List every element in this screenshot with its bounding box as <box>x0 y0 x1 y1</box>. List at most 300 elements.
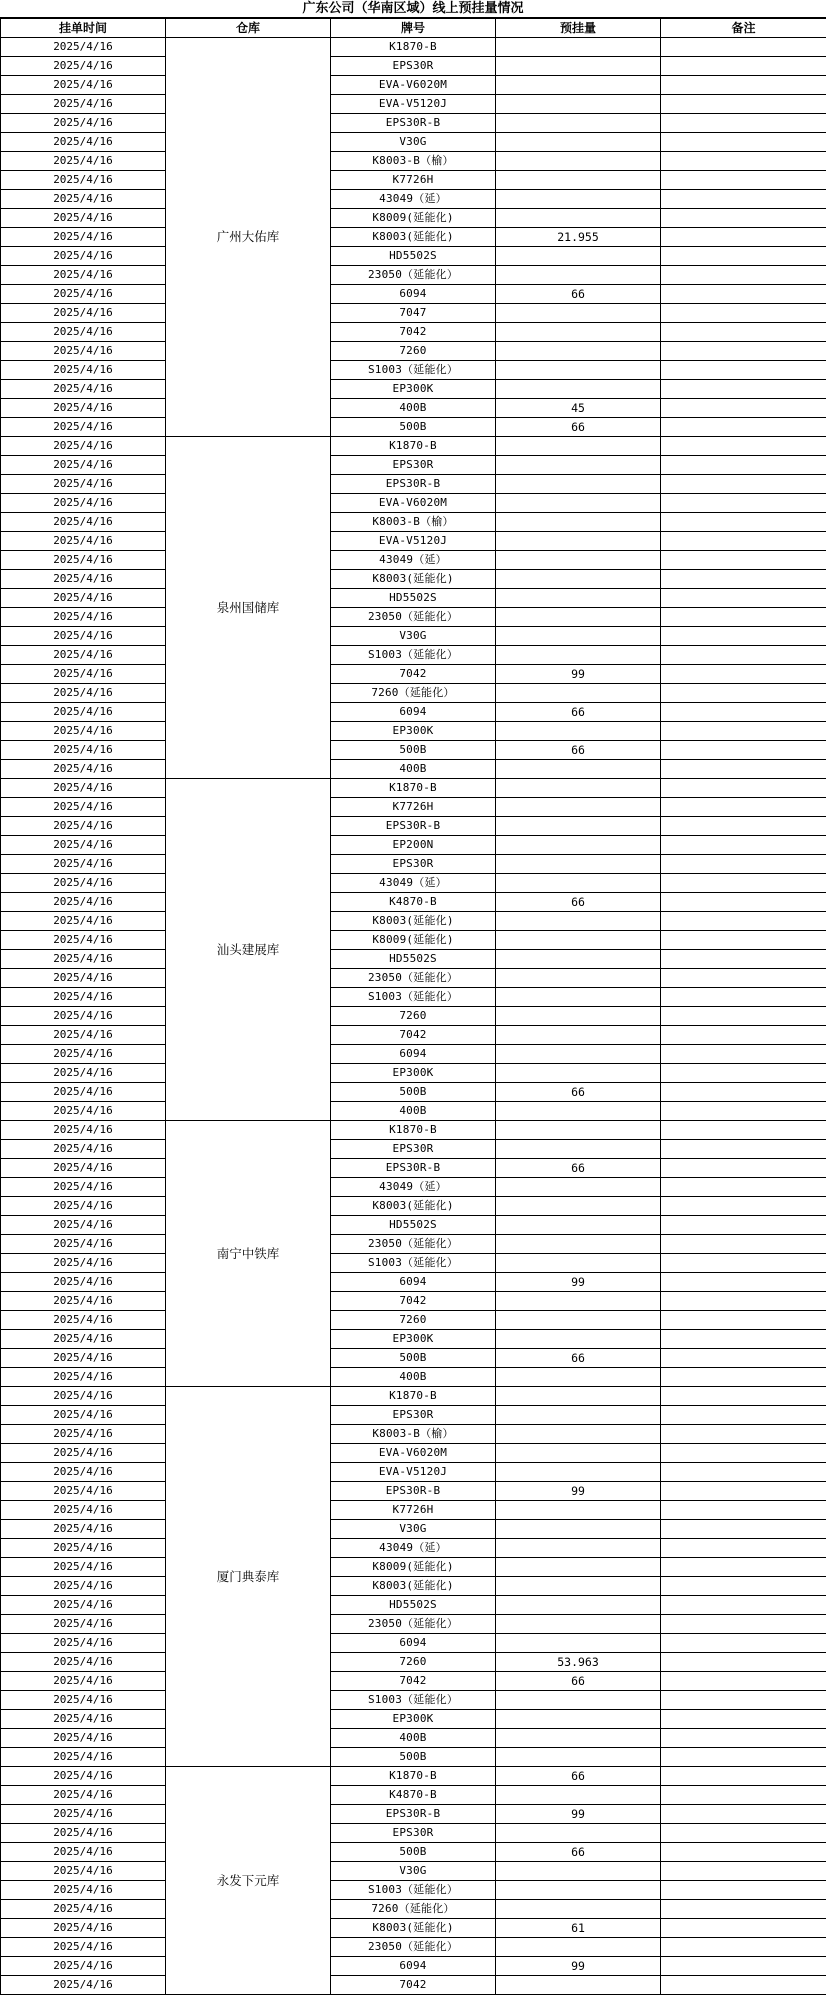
quantity-cell[interactable] <box>496 969 661 988</box>
quantity-cell[interactable] <box>496 1976 661 1995</box>
grade-cell[interactable]: K8009(延能化) <box>331 931 496 950</box>
quantity-cell[interactable] <box>496 855 661 874</box>
quantity-cell[interactable] <box>496 133 661 152</box>
quantity-cell[interactable]: 66 <box>496 1349 661 1368</box>
date-cell[interactable]: 2025/4/16 <box>1 95 166 114</box>
quantity-cell[interactable]: 99 <box>496 1805 661 1824</box>
date-cell[interactable]: 2025/4/16 <box>1 1653 166 1672</box>
remarks-cell[interactable] <box>661 1577 826 1596</box>
grade-cell[interactable]: EVA-V5120J <box>331 1463 496 1482</box>
date-cell[interactable]: 2025/4/16 <box>1 1425 166 1444</box>
grade-cell[interactable]: 43049（延） <box>331 1539 496 1558</box>
grade-cell[interactable]: 7042 <box>331 665 496 684</box>
grade-cell[interactable]: 400B <box>331 1102 496 1121</box>
remarks-cell[interactable] <box>661 1406 826 1425</box>
quantity-cell[interactable] <box>496 1425 661 1444</box>
date-cell[interactable]: 2025/4/16 <box>1 456 166 475</box>
grade-cell[interactable]: 23050（延能化） <box>331 1615 496 1634</box>
grade-cell[interactable]: 6094 <box>331 1634 496 1653</box>
date-cell[interactable]: 2025/4/16 <box>1 741 166 760</box>
quantity-cell[interactable] <box>496 570 661 589</box>
grade-cell[interactable]: S1003（延能化） <box>331 1254 496 1273</box>
remarks-cell[interactable] <box>661 684 826 703</box>
remarks-cell[interactable] <box>661 1824 826 1843</box>
quantity-cell[interactable]: 66 <box>496 1843 661 1862</box>
date-cell[interactable]: 2025/4/16 <box>1 1349 166 1368</box>
grade-cell[interactable]: 7042 <box>331 323 496 342</box>
quantity-cell[interactable]: 66 <box>496 1159 661 1178</box>
remarks-cell[interactable] <box>661 1558 826 1577</box>
grade-cell[interactable]: 23050（延能化） <box>331 1938 496 1957</box>
remarks-cell[interactable] <box>661 1045 826 1064</box>
grade-cell[interactable]: 500B <box>331 1843 496 1862</box>
remarks-cell[interactable] <box>661 1938 826 1957</box>
date-cell[interactable]: 2025/4/16 <box>1 1824 166 1843</box>
grade-cell[interactable]: 43049（延） <box>331 1178 496 1197</box>
grade-cell[interactable]: EP300K <box>331 722 496 741</box>
remarks-cell[interactable] <box>661 152 826 171</box>
remarks-cell[interactable] <box>661 1102 826 1121</box>
date-cell[interactable]: 2025/4/16 <box>1 1577 166 1596</box>
date-cell[interactable]: 2025/4/16 <box>1 779 166 798</box>
date-cell[interactable]: 2025/4/16 <box>1 1102 166 1121</box>
date-cell[interactable]: 2025/4/16 <box>1 1045 166 1064</box>
quantity-cell[interactable] <box>496 722 661 741</box>
grade-cell[interactable]: 23050（延能化） <box>331 1235 496 1254</box>
quantity-cell[interactable] <box>496 1311 661 1330</box>
grade-cell[interactable]: 23050（延能化） <box>331 969 496 988</box>
quantity-cell[interactable]: 53.963 <box>496 1653 661 1672</box>
grade-cell[interactable]: K1870-B <box>331 1767 496 1786</box>
grade-cell[interactable]: EPS30R <box>331 855 496 874</box>
quantity-cell[interactable] <box>496 1007 661 1026</box>
quantity-cell[interactable] <box>496 1292 661 1311</box>
remarks-cell[interactable] <box>661 1254 826 1273</box>
grade-cell[interactable]: K8003(延能化) <box>331 1577 496 1596</box>
grade-cell[interactable]: EVA-V5120J <box>331 95 496 114</box>
grade-cell[interactable]: K8003-B（榆） <box>331 513 496 532</box>
remarks-cell[interactable] <box>661 133 826 152</box>
remarks-cell[interactable] <box>661 323 826 342</box>
date-cell[interactable]: 2025/4/16 <box>1 1178 166 1197</box>
remarks-cell[interactable] <box>661 380 826 399</box>
remarks-cell[interactable] <box>661 1235 826 1254</box>
date-cell[interactable]: 2025/4/16 <box>1 342 166 361</box>
remarks-cell[interactable] <box>661 855 826 874</box>
date-cell[interactable]: 2025/4/16 <box>1 931 166 950</box>
grade-cell[interactable]: 23050（延能化） <box>331 608 496 627</box>
remarks-cell[interactable] <box>661 1767 826 1786</box>
date-cell[interactable]: 2025/4/16 <box>1 190 166 209</box>
quantity-cell[interactable] <box>496 912 661 931</box>
quantity-cell[interactable]: 66 <box>496 285 661 304</box>
date-cell[interactable]: 2025/4/16 <box>1 171 166 190</box>
grade-cell[interactable]: K8009(延能化) <box>331 1558 496 1577</box>
date-cell[interactable]: 2025/4/16 <box>1 228 166 247</box>
remarks-cell[interactable] <box>661 1273 826 1292</box>
date-cell[interactable]: 2025/4/16 <box>1 1216 166 1235</box>
grade-cell[interactable]: 6094 <box>331 1957 496 1976</box>
remarks-cell[interactable] <box>661 1026 826 1045</box>
remarks-cell[interactable] <box>661 1691 826 1710</box>
remarks-cell[interactable] <box>661 912 826 931</box>
quantity-cell[interactable] <box>496 1938 661 1957</box>
quantity-cell[interactable] <box>496 1748 661 1767</box>
grade-cell[interactable]: 7042 <box>331 1672 496 1691</box>
quantity-cell[interactable] <box>496 57 661 76</box>
date-cell[interactable]: 2025/4/16 <box>1 551 166 570</box>
date-cell[interactable]: 2025/4/16 <box>1 817 166 836</box>
quantity-cell[interactable] <box>496 817 661 836</box>
date-cell[interactable]: 2025/4/16 <box>1 1368 166 1387</box>
date-cell[interactable]: 2025/4/16 <box>1 1957 166 1976</box>
date-cell[interactable]: 2025/4/16 <box>1 1406 166 1425</box>
grade-cell[interactable]: HD5502S <box>331 1596 496 1615</box>
date-cell[interactable]: 2025/4/16 <box>1 969 166 988</box>
remarks-cell[interactable] <box>661 1862 826 1881</box>
date-cell[interactable]: 2025/4/16 <box>1 1387 166 1406</box>
grade-cell[interactable]: S1003（延能化） <box>331 1881 496 1900</box>
remarks-cell[interactable] <box>661 817 826 836</box>
remarks-cell[interactable] <box>661 893 826 912</box>
date-cell[interactable]: 2025/4/16 <box>1 1729 166 1748</box>
grade-cell[interactable]: K4870-B <box>331 1786 496 1805</box>
quantity-cell[interactable] <box>496 874 661 893</box>
grade-cell[interactable]: EVA-V6020M <box>331 494 496 513</box>
remarks-cell[interactable] <box>661 931 826 950</box>
remarks-cell[interactable] <box>661 342 826 361</box>
grade-cell[interactable]: S1003（延能化） <box>331 1691 496 1710</box>
date-cell[interactable]: 2025/4/16 <box>1 1881 166 1900</box>
grade-cell[interactable]: EPS30R-B <box>331 817 496 836</box>
date-cell[interactable]: 2025/4/16 <box>1 57 166 76</box>
warehouse-cell[interactable]: 泉州国储库 <box>166 437 331 779</box>
quantity-cell[interactable] <box>496 608 661 627</box>
remarks-cell[interactable] <box>661 608 826 627</box>
remarks-cell[interactable] <box>661 722 826 741</box>
remarks-cell[interactable] <box>661 494 826 513</box>
date-cell[interactable]: 2025/4/16 <box>1 1273 166 1292</box>
remarks-cell[interactable] <box>661 1919 826 1938</box>
date-cell[interactable]: 2025/4/16 <box>1 418 166 437</box>
grade-cell[interactable]: 7042 <box>331 1292 496 1311</box>
date-cell[interactable]: 2025/4/16 <box>1 893 166 912</box>
grade-cell[interactable]: K1870-B <box>331 779 496 798</box>
quantity-cell[interactable] <box>496 190 661 209</box>
grade-cell[interactable]: 7047 <box>331 304 496 323</box>
quantity-cell[interactable] <box>496 114 661 133</box>
date-cell[interactable]: 2025/4/16 <box>1 76 166 95</box>
quantity-cell[interactable] <box>496 1900 661 1919</box>
date-cell[interactable]: 2025/4/16 <box>1 1197 166 1216</box>
date-cell[interactable]: 2025/4/16 <box>1 1463 166 1482</box>
remarks-cell[interactable] <box>661 741 826 760</box>
warehouse-cell[interactable]: 南宁中铁库 <box>166 1121 331 1387</box>
grade-cell[interactable]: 6094 <box>331 285 496 304</box>
date-cell[interactable]: 2025/4/16 <box>1 1311 166 1330</box>
date-cell[interactable]: 2025/4/16 <box>1 475 166 494</box>
quantity-cell[interactable] <box>496 931 661 950</box>
quantity-cell[interactable] <box>496 1881 661 1900</box>
remarks-cell[interactable] <box>661 209 826 228</box>
quantity-cell[interactable] <box>496 760 661 779</box>
remarks-cell[interactable] <box>661 760 826 779</box>
date-cell[interactable]: 2025/4/16 <box>1 1140 166 1159</box>
quantity-cell[interactable] <box>496 456 661 475</box>
grade-cell[interactable]: 500B <box>331 418 496 437</box>
grade-cell[interactable]: 23050（延能化） <box>331 266 496 285</box>
remarks-cell[interactable] <box>661 513 826 532</box>
quantity-cell[interactable] <box>496 1615 661 1634</box>
grade-cell[interactable]: K8003(延能化) <box>331 912 496 931</box>
date-cell[interactable]: 2025/4/16 <box>1 209 166 228</box>
date-cell[interactable]: 2025/4/16 <box>1 1691 166 1710</box>
date-cell[interactable]: 2025/4/16 <box>1 855 166 874</box>
remarks-cell[interactable] <box>661 1140 826 1159</box>
quantity-cell[interactable] <box>496 1520 661 1539</box>
date-cell[interactable]: 2025/4/16 <box>1 1064 166 1083</box>
date-cell[interactable]: 2025/4/16 <box>1 361 166 380</box>
quantity-cell[interactable] <box>496 494 661 513</box>
remarks-cell[interactable] <box>661 1539 826 1558</box>
remarks-cell[interactable] <box>661 1748 826 1767</box>
quantity-cell[interactable] <box>496 1577 661 1596</box>
date-cell[interactable]: 2025/4/16 <box>1 380 166 399</box>
grade-cell[interactable]: 500B <box>331 1083 496 1102</box>
quantity-cell[interactable] <box>496 1634 661 1653</box>
remarks-cell[interactable] <box>661 1786 826 1805</box>
remarks-cell[interactable] <box>661 190 826 209</box>
date-cell[interactable]: 2025/4/16 <box>1 323 166 342</box>
quantity-cell[interactable] <box>496 171 661 190</box>
grade-cell[interactable]: K8003(延能化) <box>331 228 496 247</box>
grade-cell[interactable]: 6094 <box>331 703 496 722</box>
grade-cell[interactable]: EVA-V5120J <box>331 532 496 551</box>
grade-cell[interactable]: 400B <box>331 1368 496 1387</box>
header-quantity[interactable]: 预挂量 <box>496 19 661 38</box>
grade-cell[interactable]: EVA-V6020M <box>331 1444 496 1463</box>
remarks-cell[interactable] <box>661 1900 826 1919</box>
date-cell[interactable]: 2025/4/16 <box>1 1292 166 1311</box>
grade-cell[interactable]: V30G <box>331 1862 496 1881</box>
quantity-cell[interactable]: 99 <box>496 1957 661 1976</box>
remarks-cell[interactable] <box>661 646 826 665</box>
quantity-cell[interactable] <box>496 1710 661 1729</box>
quantity-cell[interactable] <box>496 266 661 285</box>
grade-cell[interactable]: HD5502S <box>331 1216 496 1235</box>
date-cell[interactable]: 2025/4/16 <box>1 1805 166 1824</box>
grade-cell[interactable]: EPS30R-B <box>331 475 496 494</box>
quantity-cell[interactable] <box>496 475 661 494</box>
grade-cell[interactable]: EP200N <box>331 836 496 855</box>
grade-cell[interactable]: K8003(延能化) <box>331 1197 496 1216</box>
quantity-cell[interactable] <box>496 209 661 228</box>
header-date[interactable]: 挂单时间 <box>1 19 166 38</box>
remarks-cell[interactable] <box>661 228 826 247</box>
date-cell[interactable]: 2025/4/16 <box>1 1539 166 1558</box>
date-cell[interactable]: 2025/4/16 <box>1 912 166 931</box>
remarks-cell[interactable] <box>661 969 826 988</box>
remarks-cell[interactable] <box>661 114 826 133</box>
remarks-cell[interactable] <box>661 1007 826 1026</box>
quantity-cell[interactable] <box>496 988 661 1007</box>
header-warehouse[interactable]: 仓库 <box>166 19 331 38</box>
grade-cell[interactable]: 43049（延） <box>331 190 496 209</box>
grade-cell[interactable]: 7260 <box>331 1653 496 1672</box>
grade-cell[interactable]: S1003（延能化） <box>331 646 496 665</box>
date-cell[interactable]: 2025/4/16 <box>1 646 166 665</box>
grade-cell[interactable]: EPS30R <box>331 1824 496 1843</box>
remarks-cell[interactable] <box>661 1463 826 1482</box>
date-cell[interactable]: 2025/4/16 <box>1 513 166 532</box>
quantity-cell[interactable] <box>496 513 661 532</box>
grade-cell[interactable]: 400B <box>331 1729 496 1748</box>
date-cell[interactable]: 2025/4/16 <box>1 874 166 893</box>
grade-cell[interactable]: EPS30R <box>331 456 496 475</box>
date-cell[interactable]: 2025/4/16 <box>1 798 166 817</box>
remarks-cell[interactable] <box>661 266 826 285</box>
quantity-cell[interactable]: 61 <box>496 1919 661 1938</box>
warehouse-cell[interactable]: 厦门典泰库 <box>166 1387 331 1767</box>
date-cell[interactable]: 2025/4/16 <box>1 1615 166 1634</box>
grade-cell[interactable]: K8003(延能化) <box>331 1919 496 1938</box>
remarks-cell[interactable] <box>661 456 826 475</box>
grade-cell[interactable]: 500B <box>331 741 496 760</box>
quantity-cell[interactable] <box>496 1121 661 1140</box>
quantity-cell[interactable]: 66 <box>496 703 661 722</box>
date-cell[interactable]: 2025/4/16 <box>1 133 166 152</box>
quantity-cell[interactable] <box>496 1235 661 1254</box>
date-cell[interactable]: 2025/4/16 <box>1 1843 166 1862</box>
remarks-cell[interactable] <box>661 38 826 57</box>
remarks-cell[interactable] <box>661 1368 826 1387</box>
remarks-cell[interactable] <box>661 988 826 1007</box>
quantity-cell[interactable] <box>496 1406 661 1425</box>
grade-cell[interactable]: EPS30R-B <box>331 1159 496 1178</box>
remarks-cell[interactable] <box>661 836 826 855</box>
quantity-cell[interactable] <box>496 1786 661 1805</box>
grade-cell[interactable]: 7260（延能化） <box>331 1900 496 1919</box>
grade-cell[interactable]: 43049（延） <box>331 874 496 893</box>
date-cell[interactable]: 2025/4/16 <box>1 684 166 703</box>
grade-cell[interactable]: EPS30R <box>331 1406 496 1425</box>
quantity-cell[interactable] <box>496 684 661 703</box>
quantity-cell[interactable] <box>496 779 661 798</box>
date-cell[interactable]: 2025/4/16 <box>1 722 166 741</box>
quantity-cell[interactable]: 66 <box>496 1767 661 1786</box>
grade-cell[interactable]: K8009(延能化) <box>331 209 496 228</box>
quantity-cell[interactable]: 66 <box>496 741 661 760</box>
date-cell[interactable]: 2025/4/16 <box>1 1254 166 1273</box>
remarks-cell[interactable] <box>661 1216 826 1235</box>
remarks-cell[interactable] <box>661 1634 826 1653</box>
quantity-cell[interactable] <box>496 38 661 57</box>
date-cell[interactable]: 2025/4/16 <box>1 1235 166 1254</box>
quantity-cell[interactable] <box>496 1387 661 1406</box>
remarks-cell[interactable] <box>661 1083 826 1102</box>
grade-cell[interactable]: K8003-B（榆） <box>331 1425 496 1444</box>
quantity-cell[interactable] <box>496 1539 661 1558</box>
grade-cell[interactable]: K1870-B <box>331 1121 496 1140</box>
remarks-cell[interactable] <box>661 1197 826 1216</box>
date-cell[interactable]: 2025/4/16 <box>1 760 166 779</box>
quantity-cell[interactable] <box>496 1140 661 1159</box>
date-cell[interactable]: 2025/4/16 <box>1 152 166 171</box>
quantity-cell[interactable] <box>496 836 661 855</box>
date-cell[interactable]: 2025/4/16 <box>1 285 166 304</box>
header-grade[interactable]: 牌号 <box>331 19 496 38</box>
grade-cell[interactable]: K8003(延能化) <box>331 570 496 589</box>
quantity-cell[interactable] <box>496 1444 661 1463</box>
grade-cell[interactable]: S1003（延能化） <box>331 361 496 380</box>
quantity-cell[interactable] <box>496 950 661 969</box>
quantity-cell[interactable]: 66 <box>496 893 661 912</box>
grade-cell[interactable]: K7726H <box>331 798 496 817</box>
date-cell[interactable]: 2025/4/16 <box>1 1919 166 1938</box>
quantity-cell[interactable] <box>496 1691 661 1710</box>
grade-cell[interactable]: 43049（延） <box>331 551 496 570</box>
remarks-cell[interactable] <box>661 1615 826 1634</box>
quantity-cell[interactable] <box>496 627 661 646</box>
date-cell[interactable]: 2025/4/16 <box>1 1121 166 1140</box>
date-cell[interactable]: 2025/4/16 <box>1 836 166 855</box>
date-cell[interactable]: 2025/4/16 <box>1 1159 166 1178</box>
grade-cell[interactable]: V30G <box>331 133 496 152</box>
warehouse-cell[interactable]: 汕头建展库 <box>166 779 331 1121</box>
quantity-cell[interactable]: 99 <box>496 665 661 684</box>
date-cell[interactable]: 2025/4/16 <box>1 1520 166 1539</box>
quantity-cell[interactable] <box>496 304 661 323</box>
grade-cell[interactable]: 500B <box>331 1748 496 1767</box>
quantity-cell[interactable] <box>496 551 661 570</box>
remarks-cell[interactable] <box>661 399 826 418</box>
grade-cell[interactable]: 500B <box>331 1349 496 1368</box>
date-cell[interactable]: 2025/4/16 <box>1 950 166 969</box>
date-cell[interactable]: 2025/4/16 <box>1 1767 166 1786</box>
quantity-cell[interactable] <box>496 1862 661 1881</box>
remarks-cell[interactable] <box>661 1729 826 1748</box>
remarks-cell[interactable] <box>661 1672 826 1691</box>
quantity-cell[interactable]: 45 <box>496 399 661 418</box>
remarks-cell[interactable] <box>661 304 826 323</box>
quantity-cell[interactable] <box>496 1254 661 1273</box>
quantity-cell[interactable] <box>496 1596 661 1615</box>
date-cell[interactable]: 2025/4/16 <box>1 1444 166 1463</box>
grade-cell[interactable]: EPS30R-B <box>331 1805 496 1824</box>
remarks-cell[interactable] <box>661 570 826 589</box>
grade-cell[interactable]: S1003（延能化） <box>331 988 496 1007</box>
date-cell[interactable]: 2025/4/16 <box>1 247 166 266</box>
remarks-cell[interactable] <box>661 76 826 95</box>
remarks-cell[interactable] <box>661 1387 826 1406</box>
quantity-cell[interactable] <box>496 1026 661 1045</box>
date-cell[interactable]: 2025/4/16 <box>1 1900 166 1919</box>
grade-cell[interactable]: K7726H <box>331 1501 496 1520</box>
remarks-cell[interactable] <box>661 361 826 380</box>
date-cell[interactable]: 2025/4/16 <box>1 1482 166 1501</box>
remarks-cell[interactable] <box>661 589 826 608</box>
grade-cell[interactable]: K7726H <box>331 171 496 190</box>
remarks-cell[interactable] <box>661 665 826 684</box>
remarks-cell[interactable] <box>661 1121 826 1140</box>
quantity-cell[interactable] <box>496 247 661 266</box>
date-cell[interactable]: 2025/4/16 <box>1 1501 166 1520</box>
header-remarks[interactable]: 备注 <box>661 19 826 38</box>
grade-cell[interactable]: K1870-B <box>331 1387 496 1406</box>
quantity-cell[interactable] <box>496 95 661 114</box>
remarks-cell[interactable] <box>661 1425 826 1444</box>
date-cell[interactable]: 2025/4/16 <box>1 1558 166 1577</box>
